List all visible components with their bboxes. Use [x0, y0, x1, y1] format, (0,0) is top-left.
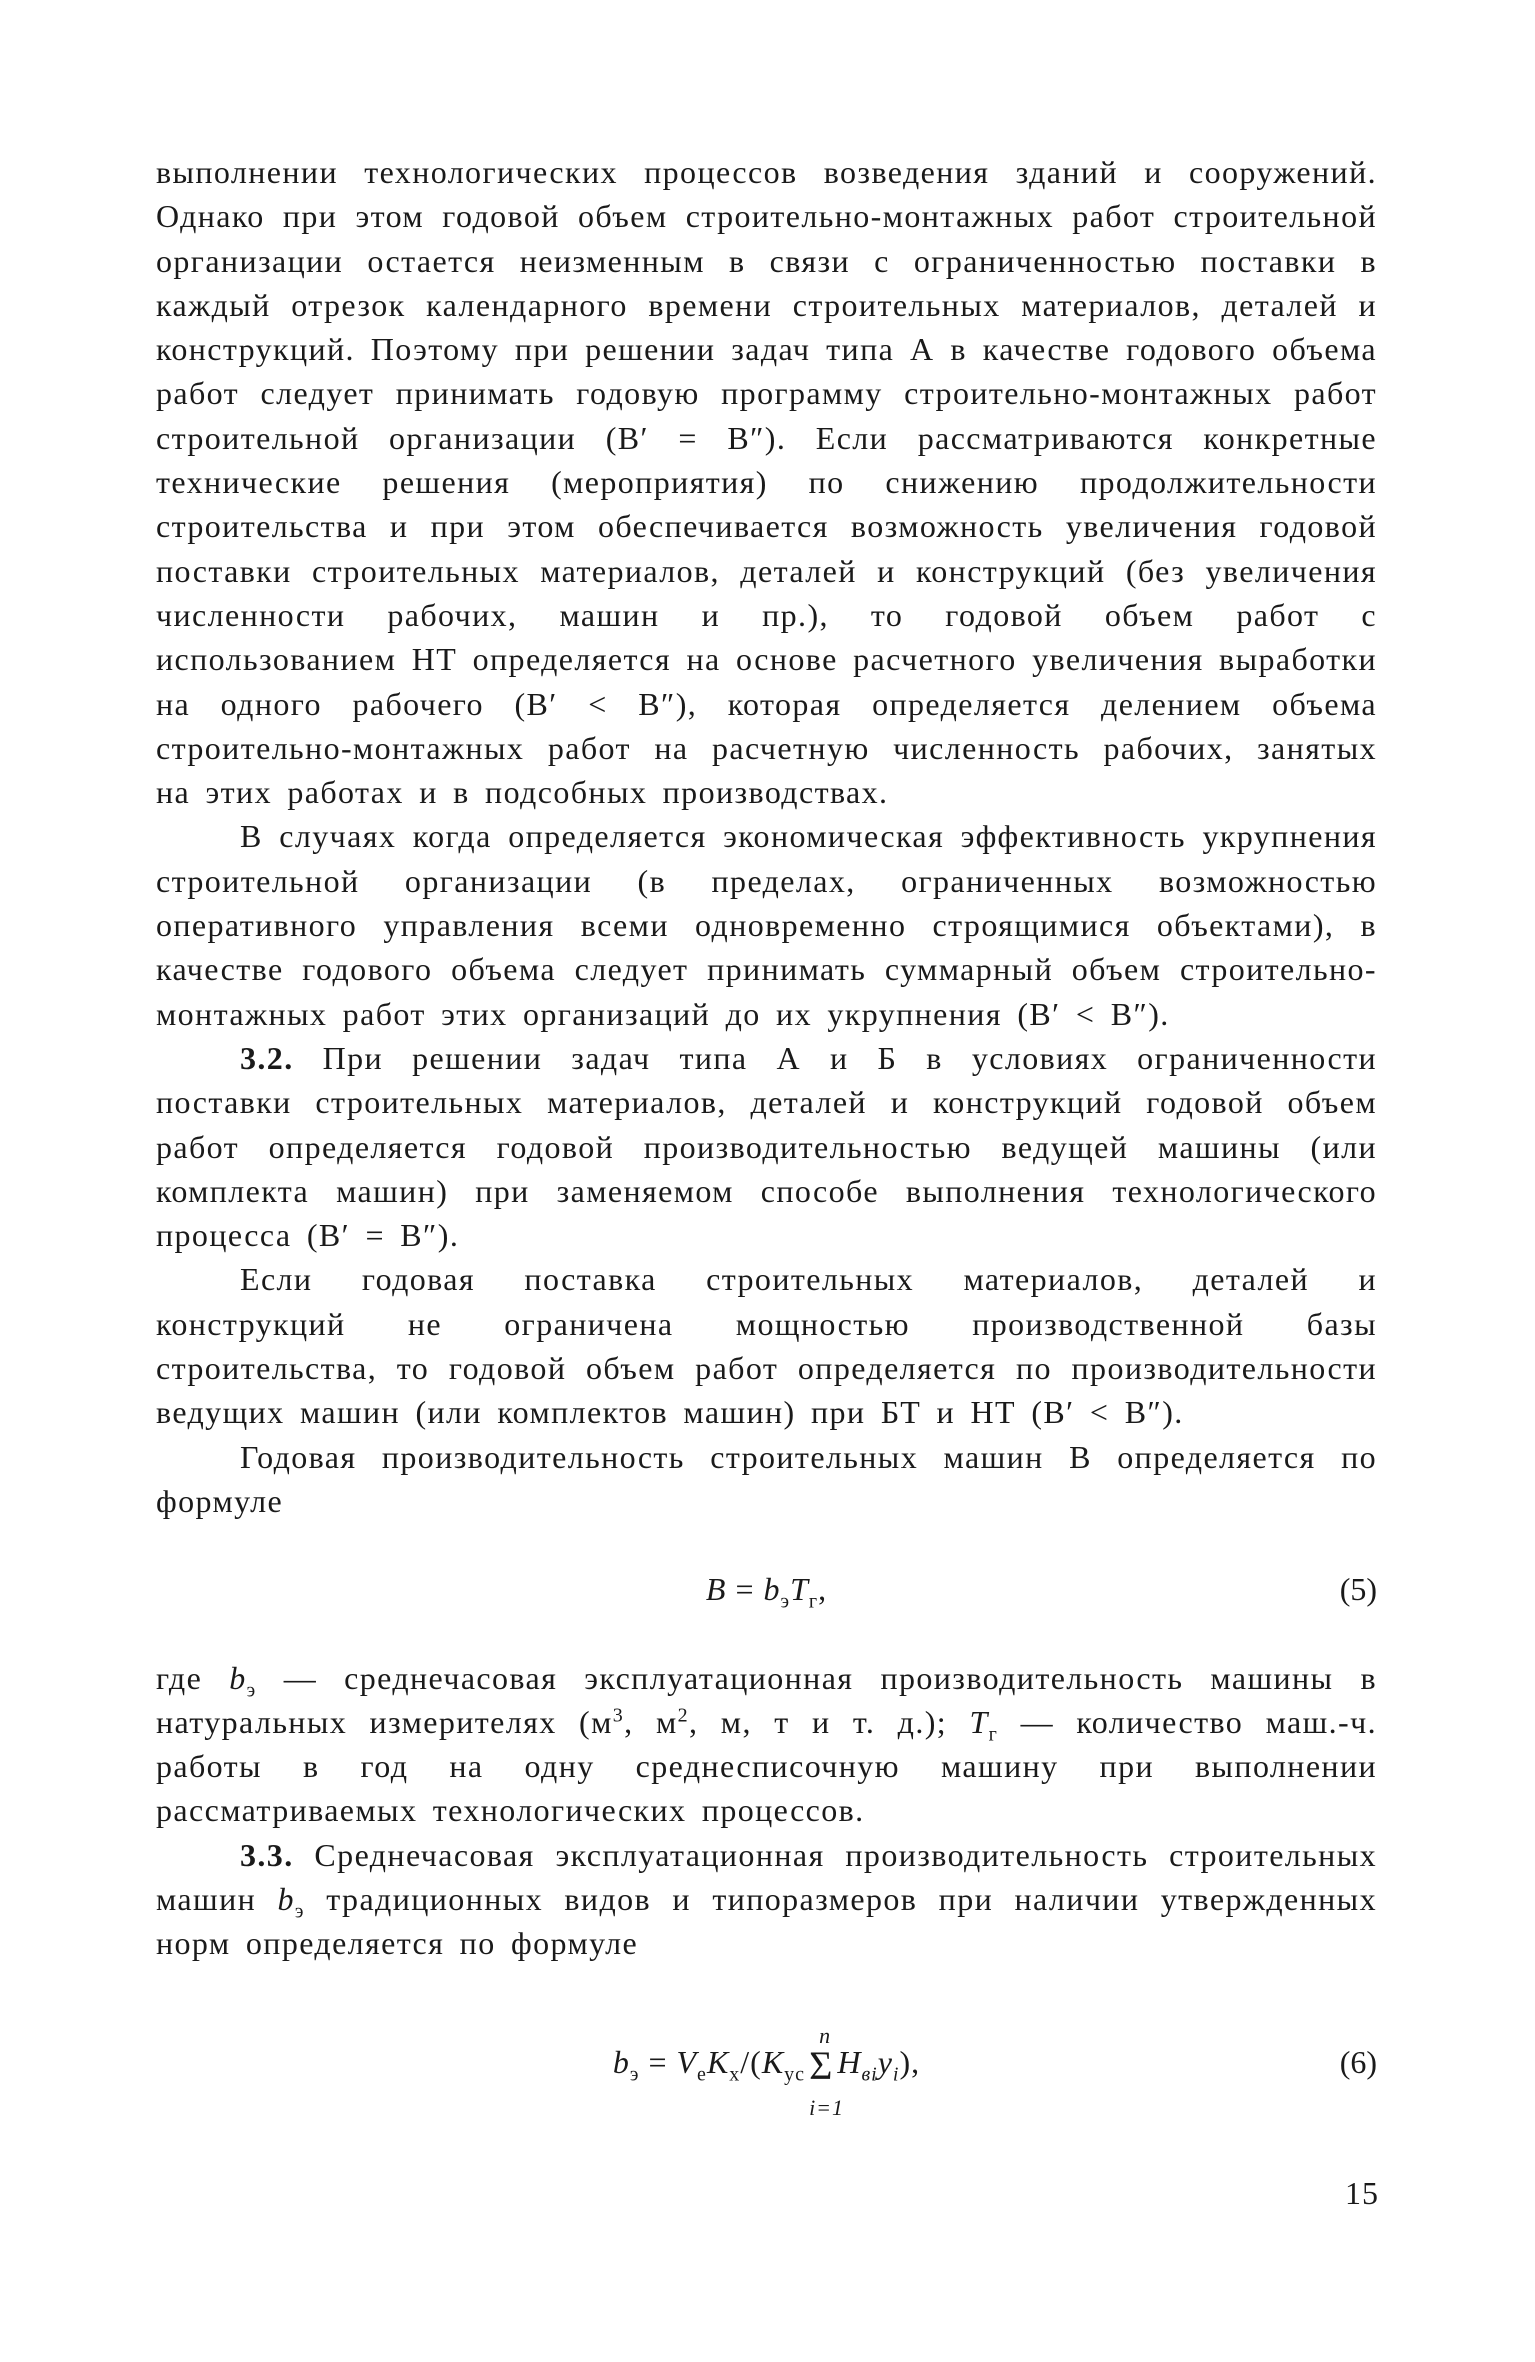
paragraph-productivity: Годовая производительность строительных машин В определяется по формуле [156, 1438, 1377, 1519]
paragraph-where: где $b_э$ — среднечасовая эксплуатационная производительность машины в натуральных измерителях ($м^3$, $м^2$, м, т и т. д.); $T_г$ — количество маш.-ч. работы в год на одну среднесписочную машину при выполнении рассматриваемых технологических процессов. [156, 1659, 1377, 1829]
page-number: 15 [1345, 2175, 1379, 2211]
paragraph-continuation: выполнении технологических процессов возведения зданий и сооружений. Однако при этом годовой объем строительно-монтажных работ строительной организации остается неизменным в связи с ограниченностью поставки в каждый отрезок календарного времени строительных материалов, деталей и конструкций. Поэтому при решении задач типа А в качестве годового объема работ следует принимать годовую программу строительно-монтажных работ строительной организации (B′ = B″). Если рассматриваются конкретные технические решения (мероприятия) по снижению продолжительности строительства и при этом обеспечивается возможность увеличения годовой поставки строительных материалов, деталей и конструкций (без увеличения численности рабочих, машин и пр.), то годовой объем работ с использованием НТ определяется на основе расчетного увеличения выработки на одного рабочего (B′ < B″), которая определяется делением объема строительно-монтажных работ на расчетную численность рабочих, занятых на этих работах и в подсобных производствах. [156, 154, 1377, 811]
formula-6-number: (6) [1339, 2043, 1377, 2080]
paragraph-enlargement: В случаях когда определяется экономическая эффективность укрупнения строительной организации (в пределах, ограниченных возможностью оперативного управления всеми одновременно строящимися объектами), в качестве годового объема следует принимать суммарный объем строительно-монтажных работ этих организаций до их укрупнения (B′ < B″). [156, 818, 1377, 1032]
section-number-3-2: 3.2. [240, 1039, 294, 1076]
formula-6-expression: $b_э = V_еK_х/(K_{ус}$ n Σ i=1 $H_{вi}y_i$), [612, 2022, 921, 2120]
formula-5 [156, 1567, 1377, 1611]
section-number-3-3: 3.3. [240, 1836, 294, 1873]
paragraph-3-3: 3.3. Среднечасовая эксплуатационная производительность строительных машин $b_э$ традиционных видов и типоразмеров при наличии утвержденных норм определяется по формуле [156, 1836, 1377, 1962]
formula-6 [156, 2006, 1377, 2126]
formula-5-number: (5) [1339, 1571, 1377, 1608]
paragraph-3-2-text: При решении задач типа А и Б в условиях ограниченности поставки строительных материалов, деталей и конструкций годовой объем работ определяется годовой производительностью ведущей машины (или комплекта машин) при заменяемом способе выполнения технологического процесса (B′ = B″). [156, 1039, 1377, 1254]
paragraph-3-2 [156, 1036, 1377, 1257]
sum-symbol: n Σ i=1 [809, 2022, 845, 2120]
paragraph-supply: Если годовая поставка строительных материалов, деталей и конструкций не ограничена мощностью производственной базы строительства, то годовой объем работ определяется по производительности ведущих машин (или комплектов машин) при БТ и НТ (B′ < B″). [156, 1261, 1377, 1431]
formula-5-expression: $B = b_эT_г$, [705, 1571, 828, 1613]
